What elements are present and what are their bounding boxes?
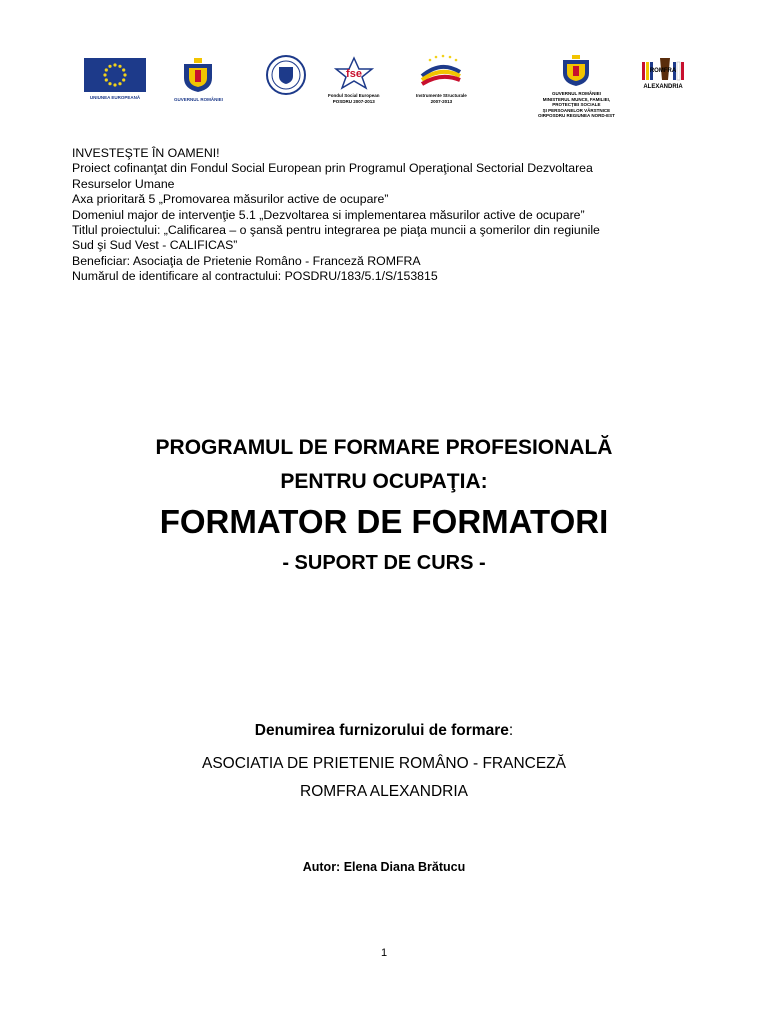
government-logo [174,56,223,103]
fse-caption-2: POSDRU 2007-2013 [332,98,375,104]
logo-strip [70,52,710,122]
provider-line-1: ASOCIATIA DE PRIETENIE ROMÂNO - FRANCEZĂ [201,755,566,772]
header-line-9: Numărul de identificare al contractului: POSDRU/183/5.1/S/153815 [72,269,438,284]
provider-label-colon: : [508,722,514,739]
provider-label-text: Denumirea furnizorului de formare [254,722,509,739]
coat-of-arms-icon [559,54,593,88]
eu-flag-icon [84,58,146,92]
program-title [0,431,768,499]
government-caption: GUVERNUL ROMÂNIEI [174,97,223,102]
labour-ministry-caption-2: MINISTERUL MUNCII, FAMILIEI, [542,96,611,102]
structural-instruments-logo [416,54,467,104]
svg-text:fse: fse [345,68,362,80]
ministry-seal-logo [264,54,308,96]
subtitle: - SUPORT DE CURS - [282,552,486,574]
header-line-3: Resurselor Umane [72,176,175,191]
program-title-line-1: PROGRAMUL DE FORMARE PROFESIONALĂ [155,436,613,459]
labour-ministry-logo [538,54,615,119]
eu-caption: UNIUNEA EUROPEANĂ [89,95,141,100]
labour-ministry-caption-5: OIRPOSDRU REGIUNEA NORD-EST [538,113,615,118]
provider-name [0,750,768,806]
header-line-8: Beneficiar: Asociaţia de Prietenie Româno - Franceză ROMFRA [72,253,421,268]
coat-of-arms-icon [178,56,218,94]
program-title-line-2: PENTRU OCUPAŢIA: [280,470,488,493]
structural-instruments-icon [416,54,466,90]
fse-star-icon [329,56,379,90]
header-line-6: Titlul proiectului: „Calificarea – o şansă pentru integrarea pe piaţa muncii a şomerilor din regiunile [72,223,600,238]
romfra-emblem-icon [640,54,686,84]
labour-ministry-caption-4: ȘI PERSOANELOR VÂRSTNICE [542,107,611,113]
header-line-5: Domeniul major de intervenţie 5.1 „Dezvoltarea si implementarea măsurilor active de ocupare” [72,207,585,222]
romfra-logo [640,54,686,91]
eu-logo [84,58,146,101]
fse-logo [328,56,380,104]
header-line-1: INVESTEŞTE ÎN OAMENI! [72,146,220,160]
labour-ministry-caption-3: PROTECȚIEI SOCIALE [552,102,601,107]
romfra-label: ROMFRA [649,68,677,74]
project-header [72,146,712,285]
provider-line-2: ROMFRA ALEXANDRIA [300,783,468,800]
provider-label [0,720,768,742]
structural-instruments-caption-2: 2007-2013 [430,98,453,104]
alexandria-caption: ALEXANDRIA [643,84,683,90]
round-seal-icon [264,54,308,96]
header-line-2: Proiect cofinanţat din Fondul Social European prin Programul Operaţional Sectorial Dezvoltarea [72,161,593,176]
header-line-4: Axa prioritară 5 „Promovarea măsurilor active de ocupare” [72,192,389,207]
main-title: FORMATOR DE FORMATORI [159,503,609,540]
labour-ministry-caption-1: GUVERNUL ROMÂNIEI [551,91,601,96]
structural-instruments-caption-1: Instrumente Structurale [416,93,467,98]
page-number: 1 [380,947,388,959]
author: Autor: Elena Diana Brătucu [302,860,466,874]
fse-caption-1: Fondul Social European [328,93,380,98]
header-line-7: Sud şi Sud Vest - CALIFICAS” [72,238,238,253]
